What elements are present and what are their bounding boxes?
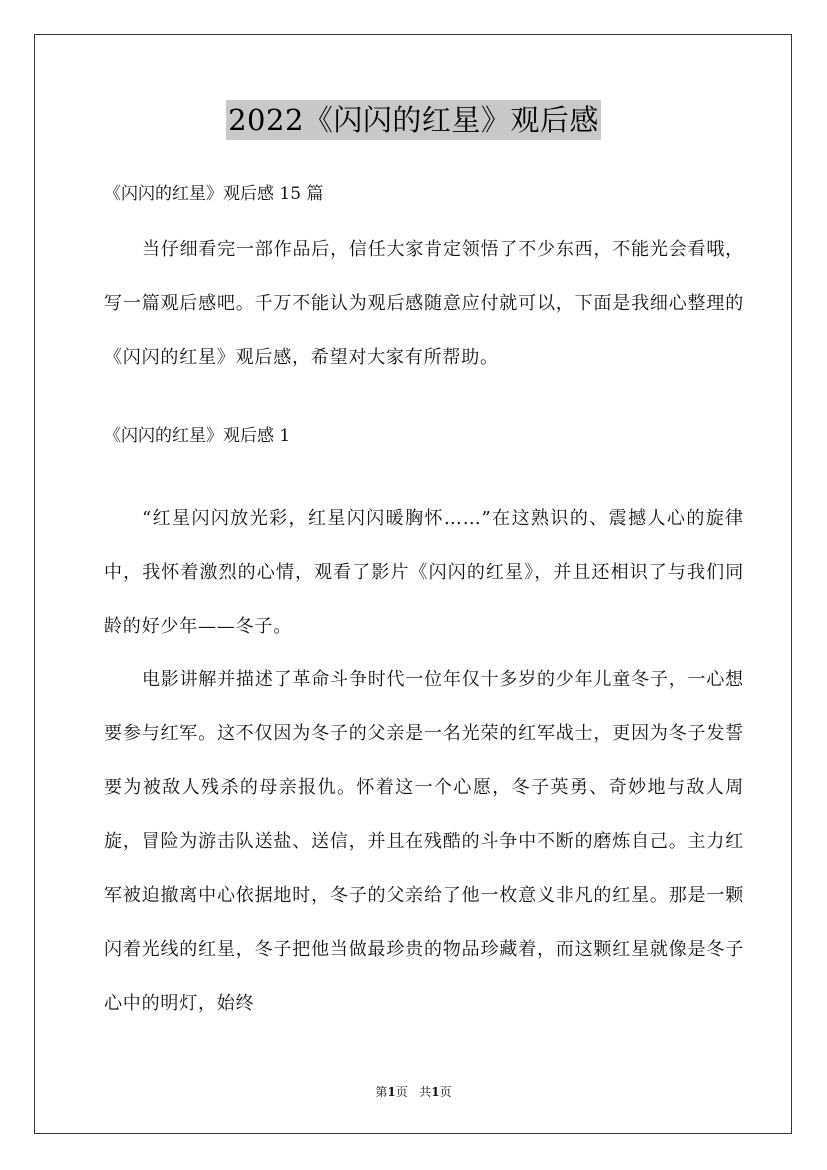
body-paragraph-1: “红星闪闪放光彩，红星闪闪暖胸怀……”在这熟识的、震撼人心的旋律中，我怀着激烈的心情，观看了影片《闪闪的红星》，并且还相识了与我们同龄的好少年——冬子。 bbox=[104, 508, 744, 637]
footer-page-total: 1 bbox=[431, 1085, 440, 1099]
footer-page-current: 1 bbox=[387, 1085, 396, 1099]
body-paragraph-2: 电影讲解并描述了革命斗争时代一位年仅十多岁的少年儿童冬子，一心想要参与红军。这不仅因为冬子的父亲是一名光荣的红军战士，更因为冬子发誓要为被敌人残杀的母亲报仇。怀着这一个心愿，冬子英勇、奇妙地与敌人周旋，冒险为游击队送盐、送信，并且在残酷的斗争中不断的磨炼自己。主力红军被迫撤离中心依据地时，冬子的父亲给了他一枚意义非凡的红星。那是一颗闪着光线的红星，冬子把他当做最珍贵的物品珍藏着，而这颗红星就像是冬子心中的明灯，始终 bbox=[104, 669, 744, 1014]
footer-page-suffix: 页 bbox=[439, 1085, 452, 1099]
page-footer bbox=[0, 1083, 827, 1101]
intro-paragraph: 当仔细看完一部作品后，信任大家肯定领悟了不少东西，不能光会看哦，写一篇观后感吧。千万不能认为观后感随意应付就可以，下面是我细心整理的《闪闪的红星》观后感，希望对大家有所帮助。 bbox=[104, 239, 744, 368]
footer-page-mid: 页 共 bbox=[395, 1085, 432, 1099]
footer-page-prefix: 第 bbox=[375, 1085, 388, 1099]
document-title: 2022《闪闪的红星》观后感 bbox=[226, 100, 601, 140]
document-subtitle: 《闪闪的红星》观后感 15 篇 bbox=[104, 184, 324, 204]
section-heading: 《闪闪的红星》观后感 1 bbox=[104, 426, 291, 446]
title-container bbox=[0, 100, 827, 140]
